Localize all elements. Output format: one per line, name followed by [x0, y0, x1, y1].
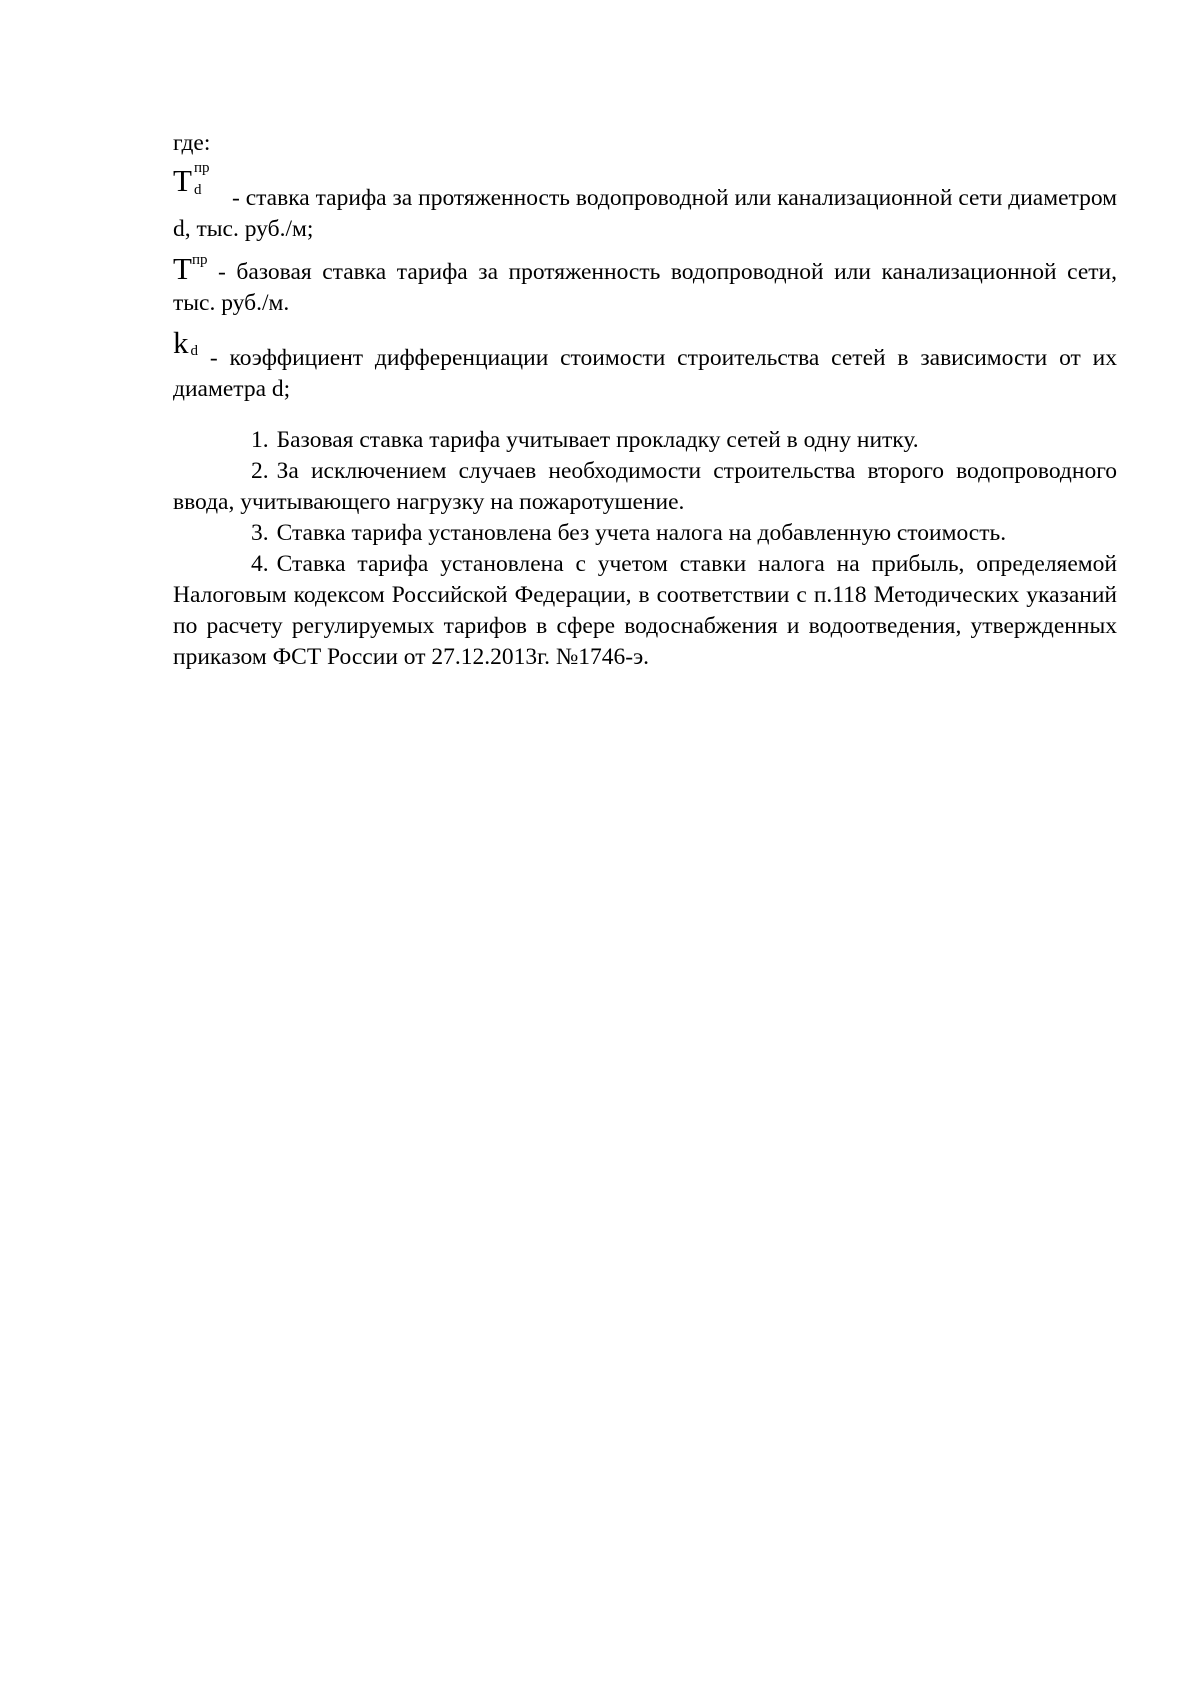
- list-item: [173, 425, 1117, 456]
- definition-text: - ставка тарифа за протяженность водопроводной или канализационной сети диаметром d, тыс. руб./м;: [173, 185, 1117, 242]
- list-item-number: 4.: [251, 551, 269, 577]
- formula-symbol-kd: [173, 327, 198, 365]
- symbol-subscript: d: [190, 343, 198, 359]
- list-item: [173, 549, 1117, 673]
- symbol-letter: T: [173, 163, 192, 198]
- definition-t-pr: [173, 253, 1117, 319]
- list-item-text: Ставка тарифа установлена с учетом ставки налога на прибыль, определяемой Налоговым кодексом Российской Федерации, в соответствии с п.118 Методических указаний по расчету регулируемых тарифов в сфере водоснабжения и водоотведения, утвержденных приказом ФСТ России от 27.12.2013г. №1746-э.: [173, 551, 1117, 670]
- symbol-letter: T: [173, 251, 192, 286]
- where-label: где:: [173, 130, 211, 156]
- notes-list: [173, 425, 1117, 673]
- list-item: [173, 456, 1117, 518]
- list-item-number: 1.: [251, 427, 269, 453]
- definition-text: - коэффициент дифференциации стоимости строительства сетей в зависимости от их диаметра d;: [173, 345, 1117, 402]
- document-body: [173, 128, 1117, 673]
- symbol-subscript: d: [193, 182, 202, 198]
- list-item-text: За исключением случаев необходимости строительства второго водопроводного ввода, учитывающего нагрузку на пожаротушение.: [173, 458, 1117, 515]
- list-item-text: Ставка тарифа установлена без учета налога на добавленную стоимость.: [276, 520, 1007, 546]
- symbol-indices: [192, 160, 214, 198]
- definition-kd: [173, 327, 1117, 405]
- list-item-number: 3.: [251, 520, 269, 546]
- symbol-letter: k: [173, 325, 189, 360]
- list-item-text: Базовая ставка тарифа учитывает прокладку сетей в одну нитку.: [276, 427, 919, 453]
- definition-td-pr: [173, 160, 1117, 245]
- list-item: [173, 518, 1117, 549]
- definition-text: - базовая ставка тарифа за протяженность водопроводной или канализационной сети, тыс. руб./м.: [173, 259, 1117, 316]
- symbol-superscript: пр: [193, 160, 210, 176]
- list-item-number: 2.: [251, 458, 269, 484]
- symbol-superscript: пр: [191, 252, 208, 269]
- formula-symbol-td-pr: [173, 160, 214, 200]
